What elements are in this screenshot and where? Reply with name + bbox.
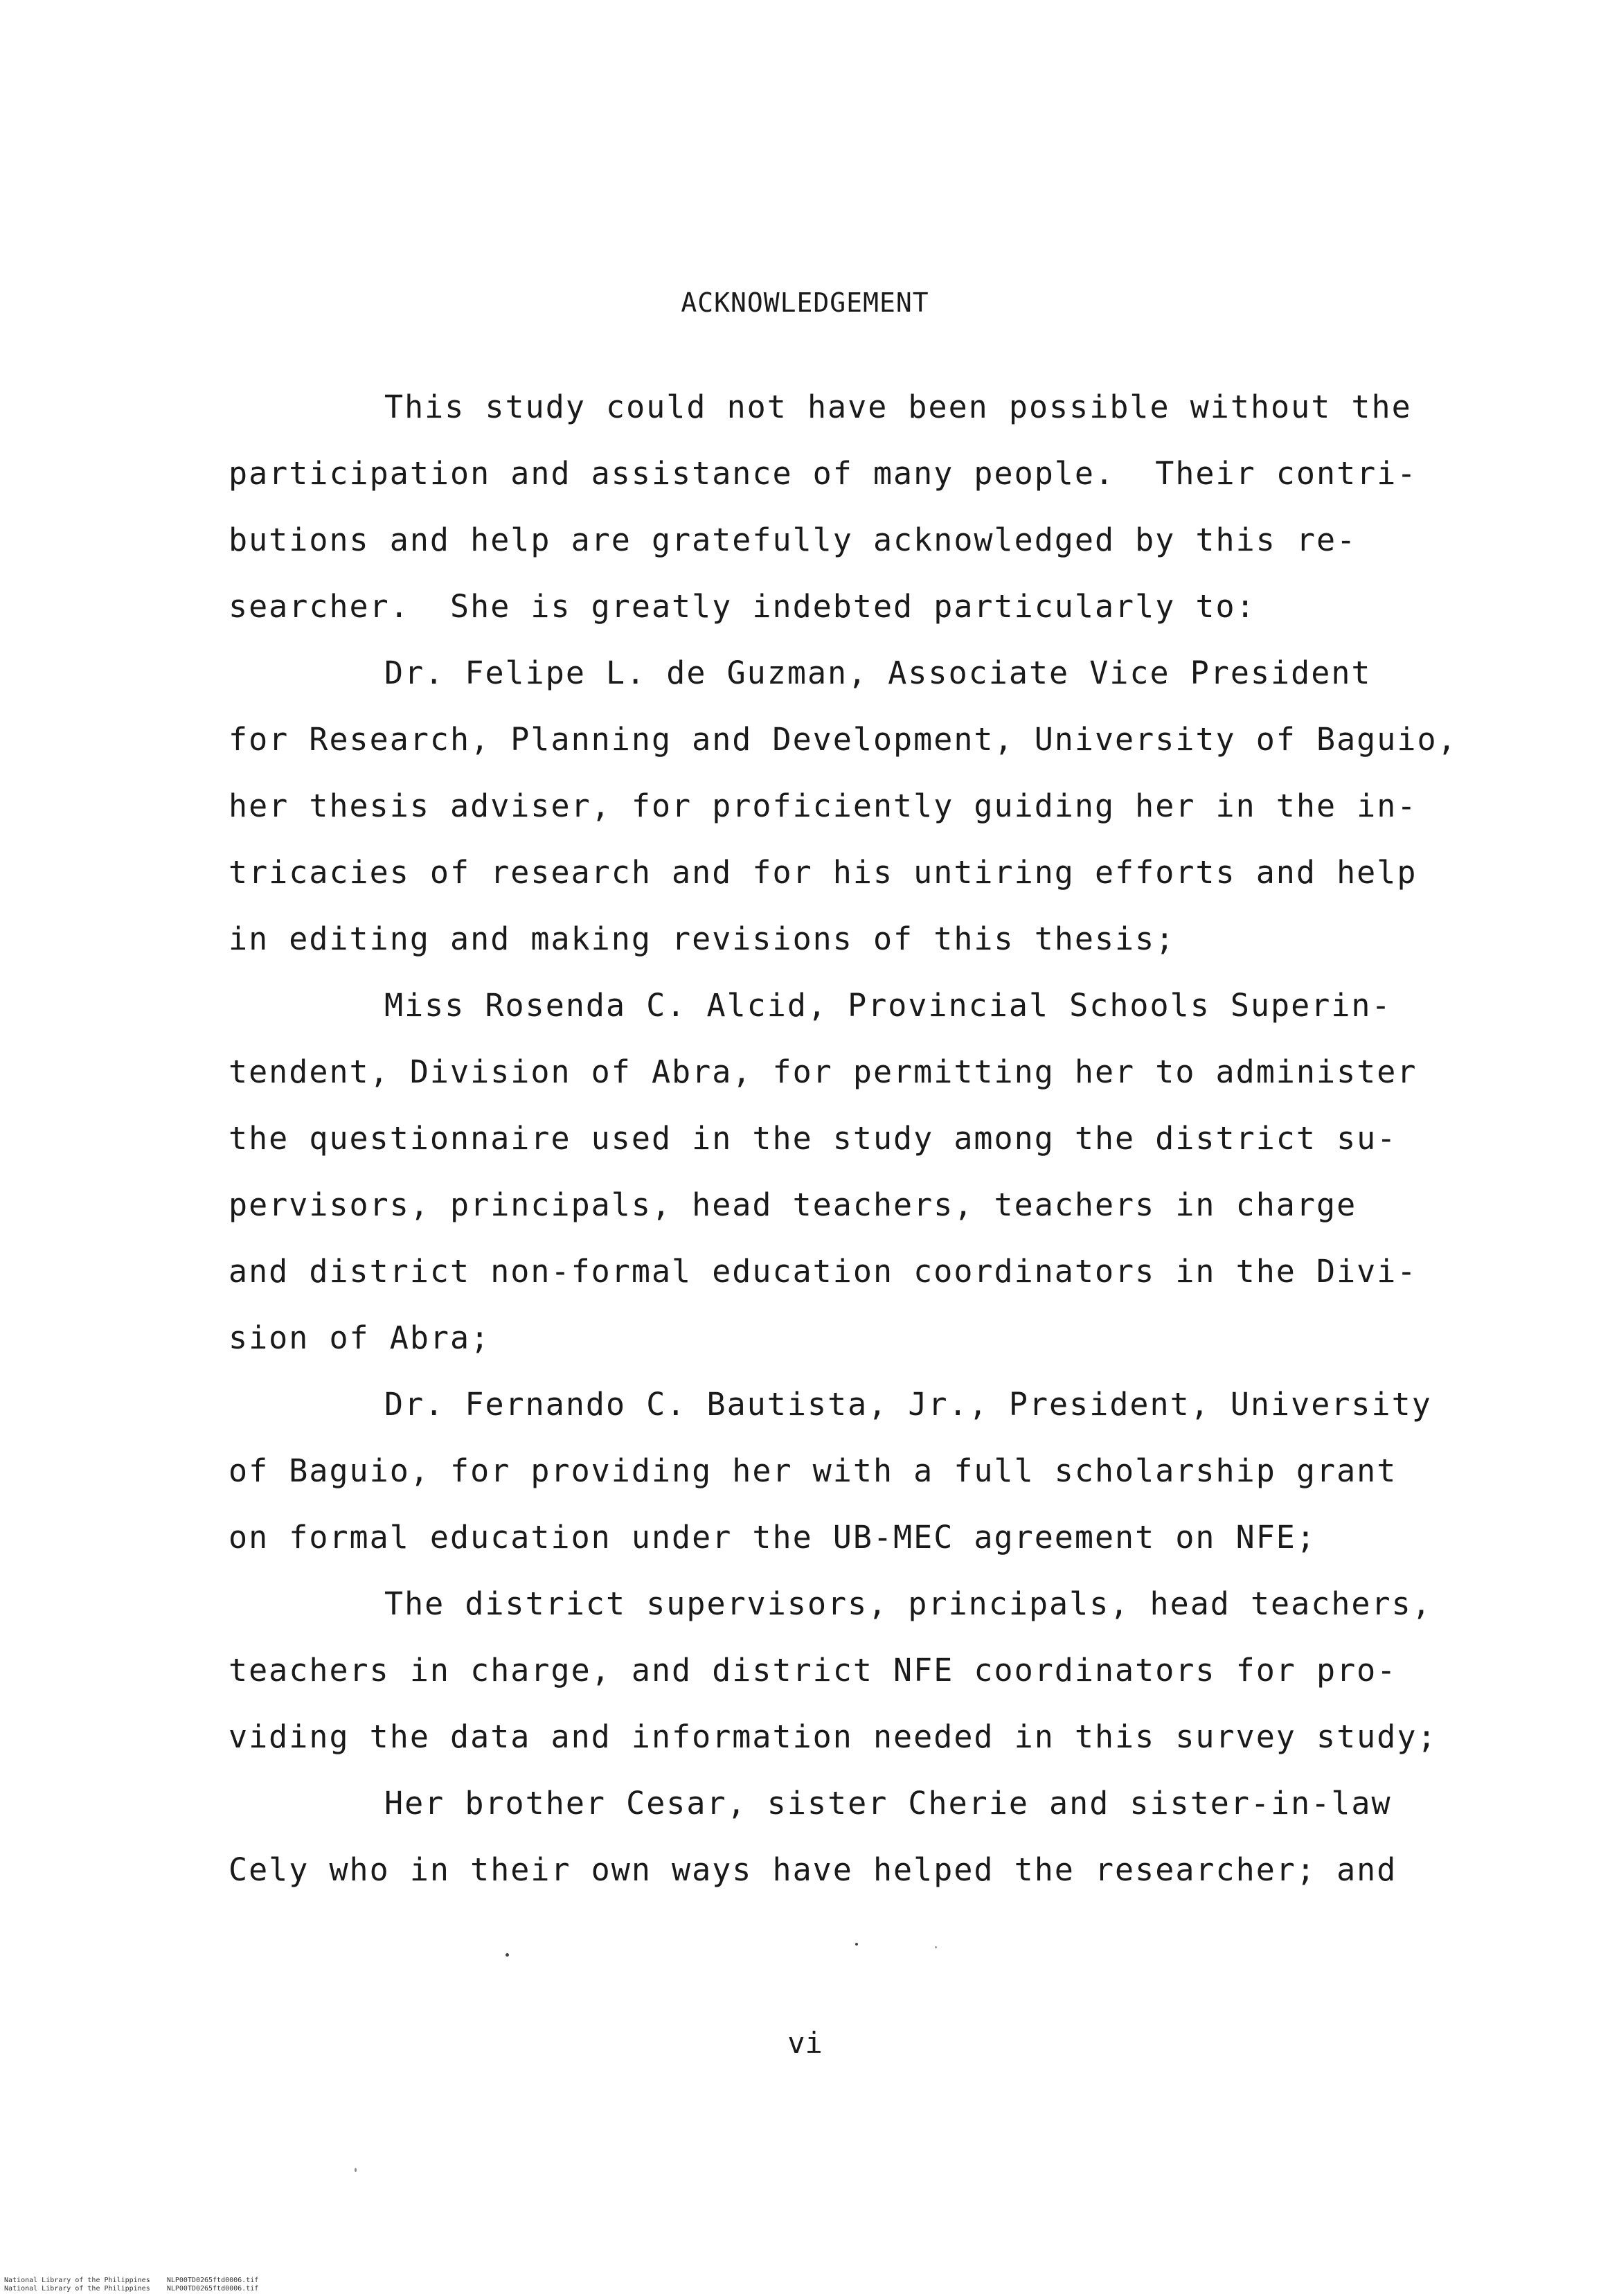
text-line: sion of Abra; <box>229 1319 491 1356</box>
text-line: tricacies of research and for his untiring efforts and help <box>229 854 1417 891</box>
text-line: viding the data and information needed in this survey study; <box>229 1718 1438 1755</box>
text-line: Dr. Fernando C. Bautista, Jr., President, University <box>384 1386 1432 1423</box>
text-line: The district supervisors, principals, head teachers, <box>384 1585 1432 1622</box>
text-line: in editing and making revisions of this thesis; <box>229 920 1176 957</box>
text-line: pervisors, principals, head teachers, teachers in charge <box>229 1186 1357 1223</box>
text-line: This study could not have been possible without the <box>384 389 1412 425</box>
page-title: ACKNOWLEDGEMENT <box>681 287 929 318</box>
text-line: tendent, Division of Abra, for permitting her to administer <box>229 1053 1417 1090</box>
scan-speck <box>855 1943 858 1946</box>
text-line: Dr. Felipe L. de Guzman, Associate Vice President <box>384 655 1372 691</box>
scan-speck <box>935 1946 937 1948</box>
text-line: the questionnaire used in the study among the district su- <box>229 1120 1397 1157</box>
scan-speck <box>506 1953 509 1957</box>
text-line: Her brother Cesar, sister Cherie and sister-in-law <box>384 1785 1392 1822</box>
footer-filename: NLP00TD0265ftd0006.tif <box>166 2277 259 2284</box>
text-line: on formal education under the UB-MEC agreement on NFE; <box>229 1519 1316 1556</box>
text-line: Cely who in their own ways have helped the researcher; and <box>229 1851 1397 1888</box>
text-line: her thesis adviser, for proficiently guiding her in the in- <box>229 787 1417 824</box>
scan-speck <box>355 2168 357 2172</box>
body-text <box>229 374 1458 1903</box>
footer-library: National Library of the Philippines <box>4 2277 150 2284</box>
text-line: participation and assistance of many people. Their contri- <box>229 455 1417 492</box>
text-line: of Baguio, for providing her with a full scholarship grant <box>229 1452 1397 1489</box>
footer-library: National Library of the Philippines <box>4 2285 150 2293</box>
text-line: and district non-formal education coordinators in the Divi- <box>229 1253 1417 1290</box>
scan-footer <box>4 2277 258 2293</box>
text-line: teachers in charge, and district NFE coordinators for pro- <box>229 1652 1397 1689</box>
text-line: for Research, Planning and Development, University of Baguio, <box>229 721 1458 758</box>
text-line: Miss Rosenda C. Alcid, Provincial Schools Superin- <box>384 987 1392 1024</box>
footer-filename: NLP00TD0265ftd0006.tif <box>166 2285 259 2293</box>
text-line: searcher. She is greatly indebted particularly to: <box>229 588 1256 625</box>
page-number: vi <box>787 2026 823 2060</box>
text-line: butions and help are gratefully acknowledged by this re- <box>229 522 1357 558</box>
